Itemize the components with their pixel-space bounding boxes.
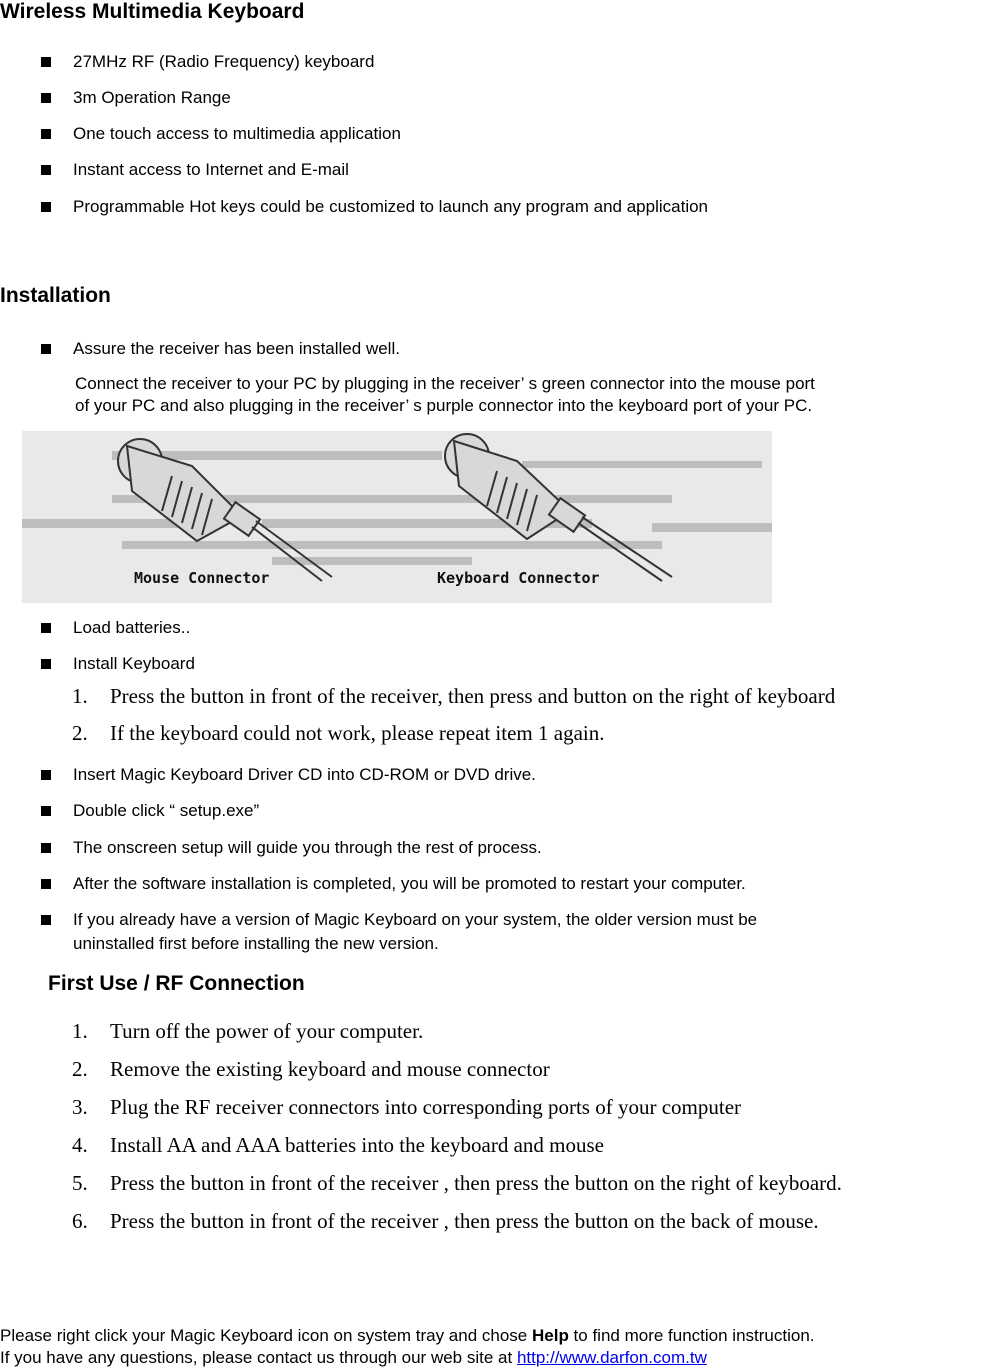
help-keyword: Help bbox=[531, 1326, 569, 1345]
step-number: 1. bbox=[72, 684, 88, 708]
step-line: uninstalled first before installing the new version. bbox=[73, 934, 439, 953]
bullet-icon bbox=[41, 770, 51, 780]
contact-note bbox=[0, 1347, 707, 1369]
bullet-icon bbox=[41, 843, 51, 853]
mouse-connector-label: Mouse Connector bbox=[134, 569, 270, 587]
install-step: The onscreen setup will guide you through the rest of process. bbox=[73, 838, 542, 857]
install-sub-step bbox=[72, 720, 604, 746]
first-use-step bbox=[72, 1208, 819, 1234]
install-step: Install Keyboard bbox=[73, 654, 195, 673]
step-number: 2. bbox=[72, 1057, 88, 1081]
feature-item: Instant access to Internet and E-mail bbox=[73, 160, 349, 179]
install-sub-step bbox=[72, 683, 835, 709]
bullet-icon bbox=[41, 623, 51, 633]
bullet-icon bbox=[41, 915, 51, 925]
step-number: 2. bbox=[72, 721, 88, 745]
feature-item: 3m Operation Range bbox=[73, 88, 231, 107]
step-line: If you already have a version of Magic Keyboard on your system, the older version must be bbox=[73, 910, 758, 929]
detail-line: of your PC and also plugging in the receiver’ s purple connector into the keyboard port of your PC. bbox=[75, 396, 813, 415]
first-use-step bbox=[72, 1132, 604, 1158]
first-use-heading: First Use / RF Connection bbox=[48, 972, 305, 995]
bullet-icon bbox=[41, 93, 51, 103]
install-step: Load batteries.. bbox=[73, 618, 191, 637]
step-text: Press the button in front of the receiver , then press the button on the right of keyboard. bbox=[110, 1171, 842, 1195]
contact-note-text: If you have any questions, please contact us through our web site at bbox=[0, 1348, 517, 1367]
step-number: 5. bbox=[72, 1171, 88, 1195]
step-text: Press the button in front of the receiver , then press the button on the back of mouse. bbox=[110, 1209, 819, 1233]
feature-item: 27MHz RF (Radio Frequency) keyboard bbox=[73, 52, 375, 71]
step-text: Turn off the power of your computer. bbox=[110, 1019, 424, 1043]
help-note-text: Please right click your Magic Keyboard icon on system tray and chose bbox=[0, 1326, 532, 1345]
step-number: 3. bbox=[72, 1095, 88, 1119]
document-title: Wireless Multimedia Keyboard bbox=[0, 0, 305, 23]
help-note bbox=[0, 1325, 815, 1347]
first-use-step bbox=[72, 1056, 550, 1082]
bullet-icon bbox=[41, 344, 51, 354]
bullet-icon bbox=[41, 806, 51, 816]
first-use-step bbox=[72, 1170, 842, 1196]
first-use-step bbox=[72, 1018, 423, 1044]
first-use-step bbox=[72, 1094, 741, 1120]
install-step: Insert Magic Keyboard Driver CD into CD-ROM or DVD drive. bbox=[73, 765, 536, 784]
step-number: 1. bbox=[72, 1019, 88, 1043]
feature-item: One touch access to multimedia application bbox=[73, 124, 401, 143]
feature-item: Programmable Hot keys could be customized to launch any program and application bbox=[73, 197, 709, 216]
detail-line: Connect the receiver to your PC by plugging in the receiver’ s green connector into the mouse port bbox=[75, 374, 815, 393]
bullet-icon bbox=[41, 659, 51, 669]
install-step-detail bbox=[75, 372, 975, 418]
step-text: Plug the RF receiver connectors into corresponding ports of your computer bbox=[110, 1095, 742, 1119]
install-step: Double click “ setup.exe” bbox=[73, 801, 260, 820]
install-step bbox=[73, 909, 757, 955]
step-text: Remove the existing keyboard and mouse connector bbox=[110, 1057, 550, 1081]
step-text: Install AA and AAA batteries into the keyboard and mouse bbox=[110, 1133, 604, 1157]
install-step: After the software installation is completed, you will be promoted to restart your computer. bbox=[73, 874, 746, 893]
bullet-icon bbox=[41, 879, 51, 889]
connector-illustration bbox=[22, 431, 772, 603]
bullet-icon bbox=[41, 202, 51, 212]
keyboard-connector-label: Keyboard Connector bbox=[437, 569, 600, 587]
step-number: 4. bbox=[72, 1133, 88, 1157]
step-number: 6. bbox=[72, 1209, 88, 1233]
connector-figure bbox=[22, 431, 772, 603]
installation-heading: Installation bbox=[0, 284, 111, 307]
step-text: If the keyboard could not work, please repeat item 1 again. bbox=[110, 721, 605, 745]
install-step: Assure the receiver has been installed well. bbox=[73, 339, 400, 358]
help-note-text: to find more function instruction. bbox=[568, 1326, 815, 1345]
website-link[interactable]: http://www.darfon.com.tw bbox=[516, 1348, 707, 1367]
step-text: Press the button in front of the receiver, then press and button on the right of keyboard bbox=[110, 684, 836, 708]
bullet-icon bbox=[41, 165, 51, 175]
bullet-icon bbox=[41, 57, 51, 67]
bullet-icon bbox=[41, 129, 51, 139]
